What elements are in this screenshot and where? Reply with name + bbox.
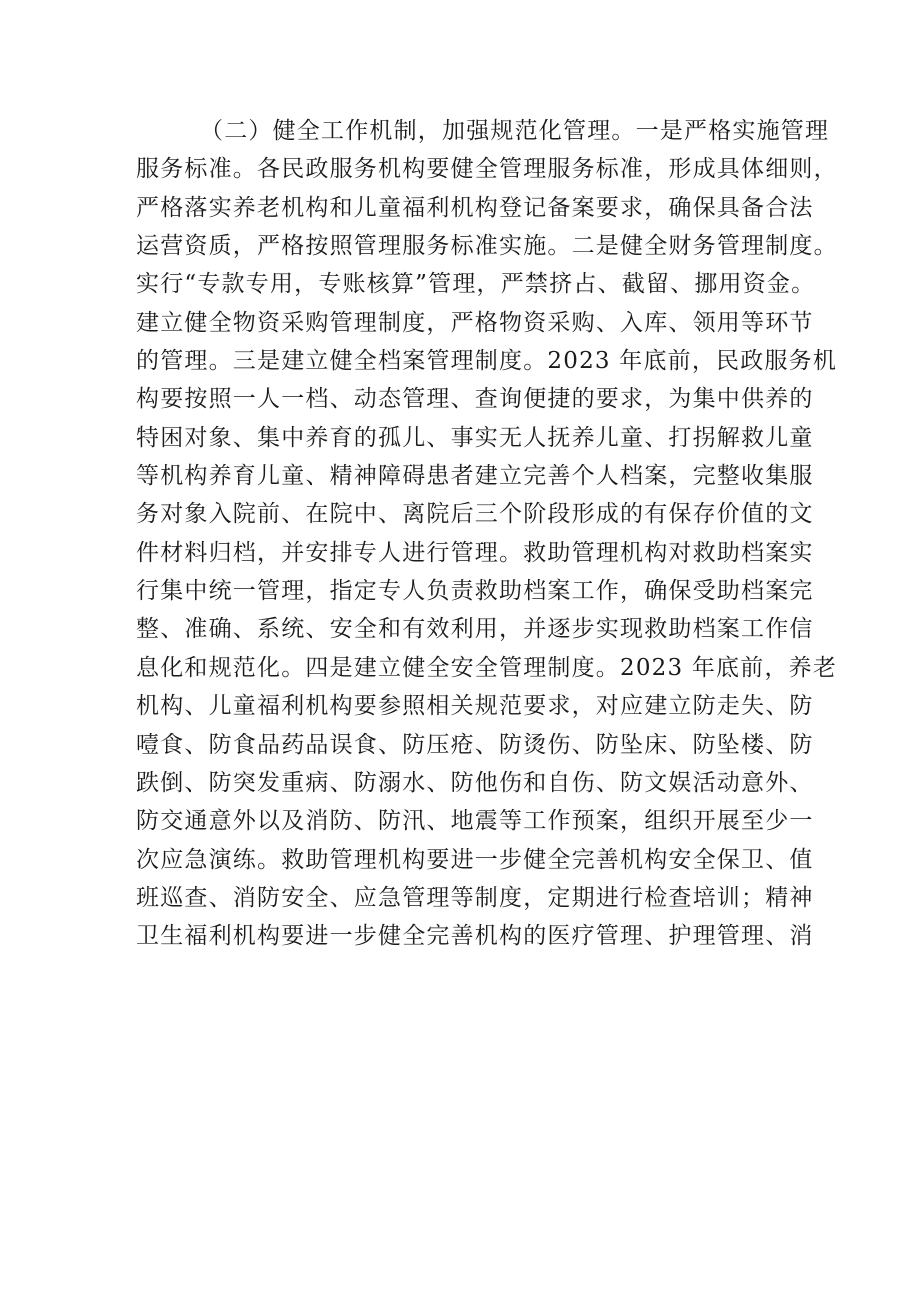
- paragraph-line: 班巡查、消防安全、应急管理等制度，定期进行检查培训；精神: [136, 884, 814, 911]
- paragraph-line: 机构、儿童福利机构要参照相关规范要求，对应建立防走失、防: [136, 693, 814, 720]
- paragraph-line: 特困对象、集中养育的孤儿、事实无人抚养儿童、打拐解救儿童: [136, 424, 814, 451]
- paragraph-line: 务对象入院前、在院中、离院后三个阶段形成的有保存价值的文: [136, 501, 814, 528]
- paragraph-line: 次应急演练。救助管理机构要进一步健全完善机构安全保卫、值: [136, 846, 814, 873]
- paragraph-line: 严格落实养老机构和儿童福利机构登记备案要求，确保具备合法: [136, 194, 814, 221]
- paragraph-line: 噎食、防食品药品误食、防压疮、防烫伤、防坠床、防坠楼、防: [136, 731, 814, 758]
- paragraph-line: 行集中统一管理，指定专人负责救助档案工作，确保受助档案完: [136, 578, 814, 605]
- body-paragraph: [136, 112, 838, 956]
- paragraph-line: 息化和规范化。四是建立健全安全管理制度。2023 年底前，养老: [136, 654, 838, 681]
- paragraph-line: 的管理。三是建立健全档案管理制度。2023 年底前，民政服务机: [136, 348, 838, 375]
- paragraph-line: 构要按照一人一档、动态管理、查询便捷的要求，为集中供养的: [136, 386, 814, 413]
- paragraph-line: 运营资质，严格按照管理服务标准实施。二是健全财务管理制度。: [136, 233, 838, 260]
- paragraph-line: （二）健全工作机制，加强规范化管理。一是严格实施管理: [200, 118, 830, 144]
- paragraph-line: 整、准确、系统、安全和有效利用，并逐步实现救助档案工作信: [136, 616, 814, 643]
- paragraph-line: 件材料归档，并安排专人进行管理。救助管理机构对救助档案实: [136, 539, 814, 566]
- paragraph-line: 服务标准。各民政服务机构要健全管理服务标准，形成具体细则，: [136, 156, 838, 183]
- paragraph-line: 跌倒、防突发重病、防溺水、防他伤和自伤、防文娱活动意外、: [136, 769, 814, 796]
- paragraph-line: 实行“专款专用，专账核算”管理，严禁挤占、截留、挪用资金。: [136, 271, 816, 298]
- paragraph-line: 卫生福利机构要进一步健全完善机构的医疗管理、护理管理、消: [136, 923, 814, 950]
- paragraph-line: 建立健全物资采购管理制度，严格物资采购、入库、领用等环节: [136, 309, 814, 336]
- paragraph-line: 防交通意外以及消防、防汛、地震等工作预案，组织开展至少一: [136, 808, 814, 835]
- paragraph-line: 等机构养育儿童、精神障碍患者建立完善个人档案，完整收集服: [136, 463, 814, 490]
